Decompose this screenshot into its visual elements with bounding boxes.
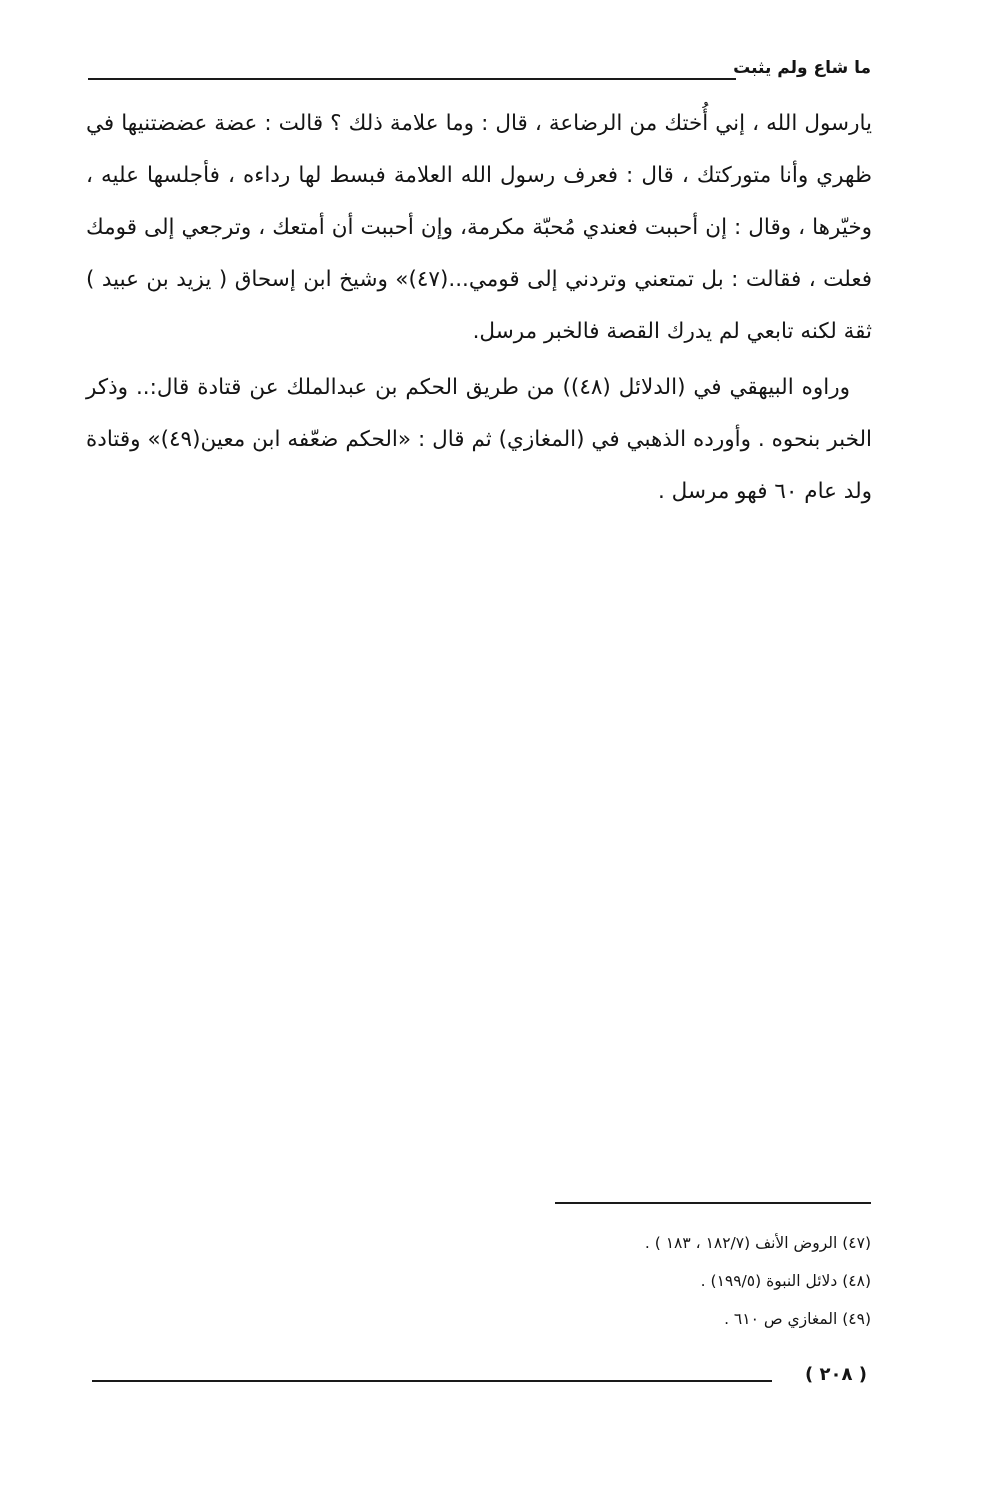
- footer-rule: [92, 1380, 772, 1382]
- footnote-49: (٤٩) المغازي ص ٦١٠ .: [724, 1310, 871, 1328]
- page-number: ( ٢٠٨ ): [805, 1364, 867, 1385]
- main-text: [86, 98, 872, 518]
- paragraph-1: يارسول الله ، إني أُختك من الرضاعة ، قال : وما علامة ذلك ؟ قالت : عضة عضضتنيها في ظهري وأنا متوركتك ، قال : فعرف رسول الله العلامة فبسط لها رداءه ، فأجلسها عليه ، وخيّرها ، وقال : إن أحببت فعندي مُحبّة مكرمة، وإن أحببت أن أمتعك ، وترجعي إلى قومك فعلت ، فقالت : بل تمتعني وتردني إلى قومي...(٤٧)» وشيخ ابن إسحاق ( يزيد بن عبيد ) ثقة لكنه تابعي لم يدرك القصة فالخبر مرسل.: [86, 111, 872, 344]
- paragraph-2: وراوه البيهقي في (الدلائل (٤٨)) من طريق الحكم بن عبدالملك عن قتادة قال:.. وذكر الخبر بنحوه . وأورده الذهبي في (المغازي) ثم قال : «الحكم ضعّفه ابن معين(٤٩)» وقتادة ولد عام ٦٠ فهو مرسل .: [86, 375, 872, 504]
- footnote-separator: [555, 1202, 871, 1204]
- header-rule: [88, 78, 736, 80]
- footnote-48: (٤٨) دلائل النبوة (١٩٩/٥) .: [700, 1272, 871, 1290]
- footnotes: [471, 1224, 871, 1338]
- running-title: ما شاع ولم يثبت: [733, 58, 871, 78]
- footnote-47: (٤٧) الروض الأنف (١٨٢/٧ ، ١٨٣ ) .: [644, 1234, 871, 1252]
